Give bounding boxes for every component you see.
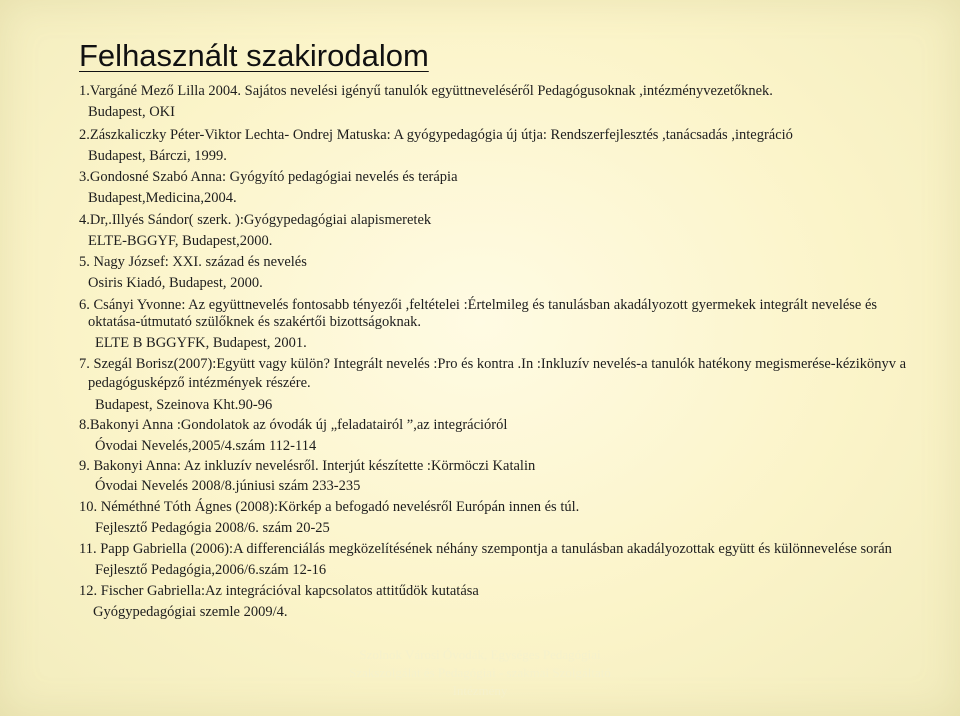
- reference-8-line-1: 8.Bakonyi Anna :Gondolatok az óvodák új „feladatairól ”,az integrációról: [79, 417, 508, 433]
- reference-5-line-1: 5. Nagy József: XXI. század és nevelés: [79, 254, 307, 270]
- reference-8-line-2: Óvodai Nevelés,2005/4.szám 112-114: [95, 438, 317, 454]
- reference-9-line-1: 9. Bakonyi Anna: Az inkluzív nevelésről. Interjút készítette :Körmöczi Katalin: [79, 458, 536, 474]
- footer-line-1: Szolnok Városi Óvodák, Egységes Pedagógiai: [359, 647, 601, 662]
- reference-12-line-1: 12. Fischer Gabriella:Az integrációval kapcsolatos attitűdök kutatása: [79, 583, 479, 599]
- reference-6-line-1: 6. Csányi Yvonne: Az együttnevelés fontosabb tényezői ,feltételei :Értelmileg és tanulásban akadályozott gyermekek integrált nevelése és: [79, 297, 878, 313]
- reference-10-line-2: Fejlesztő Pedagógia 2008/6. szám 20-25: [95, 520, 330, 536]
- footer-line-2: Szakszolgálat és Pedagógiai - szakmai Szolgáltató: [349, 665, 611, 680]
- page-title: Felhasznált szakirodalom: [79, 38, 429, 73]
- reference-4-line-1: 4.Dr,.Illyés Sándor( szerk. ):Gyógypedagógiai alapismeretek: [79, 212, 432, 228]
- reference-3-line-1: 3.Gondosné Szabó Anna: Gyógyító pedagógiai nevelés és terápia: [79, 169, 458, 185]
- reference-5-line-2: Osiris Kiadó, Budapest, 2000.: [88, 275, 263, 291]
- reference-7-line-2: pedagógusképző intézmények részére.: [88, 375, 311, 391]
- reference-3-line-2: Budapest,Medicina,2004.: [88, 190, 237, 206]
- reference-7-line-3: Budapest, Szeinova Kht.90-96: [95, 397, 273, 413]
- reference-2-line-1: 2.Zászkaliczky Péter-Viktor Lechta- Ondrej Matuska: A gyógypedagógia új útja: Rendszerfejlesztés ,tanácsadás ,integráció: [79, 127, 793, 143]
- reference-1-line-2: Budapest, OKI: [88, 104, 175, 120]
- reference-10-line-1: 10. Néméthné Tóth Ágnes (2008):Körkép a befogadó nevelésről Európán innen és túl.: [79, 499, 580, 515]
- reference-4-line-2: ELTE-BGGYF, Budapest,2000.: [88, 233, 273, 249]
- footer: [330, 646, 630, 700]
- reference-11-line-2: Fejlesztő Pedagógia,2006/6.szám 12-16: [95, 562, 327, 578]
- footer-line-3: Intézmény: [452, 683, 508, 698]
- reference-1-line-1: 1.Vargáné Mező Lilla 2004. Sajátos nevelési igényű tanulók együttneveléséről Pedagógusoknak ,intézményvezetőknek.: [79, 83, 773, 99]
- reference-6-line-2: oktatása-útmutató szülőknek és szakértői bizottságoknak.: [88, 314, 422, 330]
- reference-7-line-1: 7. Szegál Borisz(2007):Együtt vagy külön? Integrált nevelés :Pro és kontra .In :Inkluzív nevelés-a tanulók hatékony megismerése-kézikönyv a: [79, 356, 907, 372]
- reference-11-line-1: 11. Papp Gabriella (2006):A differenciálás megközelítésének néhány szempontja a tanulásban akadályozottak együtt és különnevelése során: [79, 541, 892, 557]
- reference-12-line-2: Gyógypedagógiai szemle 2009/4.: [93, 604, 288, 620]
- reference-6-line-3: ELTE B BGGYFK, Budapest, 2001.: [95, 335, 307, 351]
- reference-2-line-2: Budapest, Bárczi, 1999.: [88, 148, 227, 164]
- reference-9-line-2: Óvodai Nevelés 2008/8.júniusi szám 233-235: [95, 478, 361, 494]
